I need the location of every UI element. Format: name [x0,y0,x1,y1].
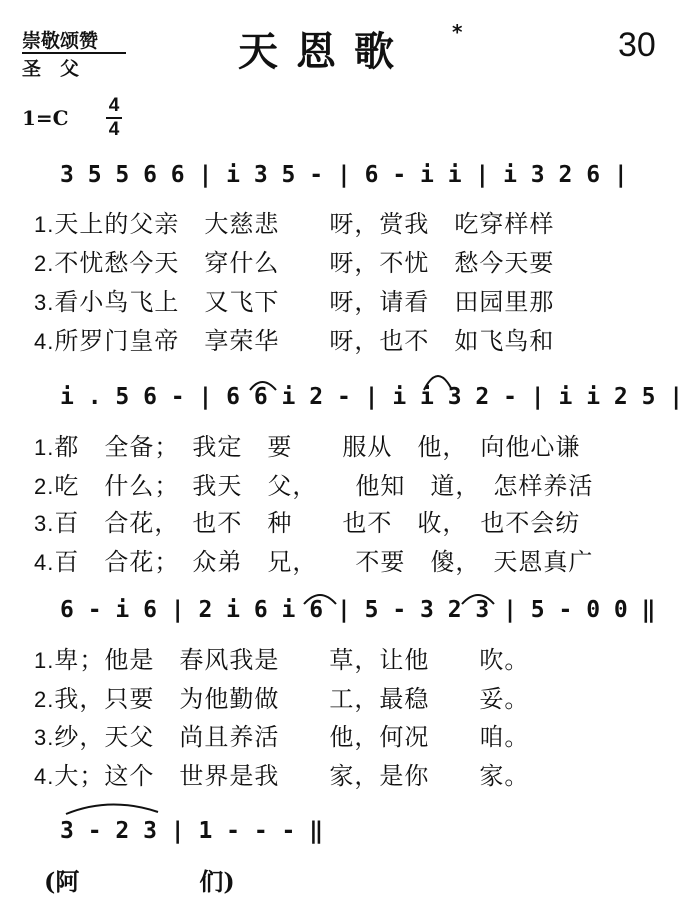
lyric-text: 卑；他是 春风我是 草，让他 吹。 [54,646,530,674]
lyric-text: 都 全备； 我定 要 服从 他， 向他心谦 [54,433,581,461]
lyric-text: 百 合花； 众弟 兄， 不要 傻， 天恩真广 [54,548,594,576]
verse-number: 4. [34,764,55,789]
verse-number: 4. [34,550,55,575]
category-label: 崇敬颂赞 [22,30,99,52]
lyric-text: 我，只要 为他勤做 工，最稳 妥。 [54,685,530,713]
verse-number: 1. [34,435,55,460]
lyric-text: 不忧愁今天 穿什么 呀，不忧 愁今天要 [54,249,555,277]
lyric-text: 天上的父亲 大慈悲 呀，赏我 吃穿样样 [54,210,555,238]
slur [66,804,158,814]
verse-number: 2. [34,687,55,712]
verse-number: 4. [34,329,55,354]
verse-number: 3. [34,725,55,750]
key-signature: 1=C [22,106,69,130]
notation-line-4: 3 - 2 3 | 1 - - - ‖ [60,818,324,844]
page-number: 30 [618,26,656,64]
lyric-text: 看小鸟飞上 又飞下 呀，请看 田园里那 [54,288,555,316]
verse-number: 1. [34,648,55,673]
lyric-text: 百 合花， 也不 种 也不 收， 也不会纺 [54,509,581,537]
time-signature-bottom: 4 [108,119,120,140]
slur [424,376,452,390]
lyric-text: 所罗门皇帝 享荣华 呀，也不 如飞鸟和 [54,327,555,355]
slur [462,595,494,604]
time-signature-top: 4 [108,95,120,116]
lyric-text: 大；这个 世界是我 家，是你 家。 [54,762,530,790]
lyric-text: 纱，天父 尚且养活 他，何况 咱。 [54,723,530,751]
title-mark: * [452,20,463,44]
verse-number: 3. [34,290,55,315]
subcategory-label: 圣 父 [22,58,80,80]
page-title: 天恩歌 [238,28,412,75]
slur [304,595,336,604]
notation-line-3: 6 - i 6 | 2 i 6 i 6 | 5 - 3 2 3 | 5 - 0 0 ‖ [60,597,656,623]
amen-lyric: (阿 们) [44,867,235,896]
verse-number: 2. [34,251,55,276]
verse-number: 3. [34,511,55,536]
notation-line-2: i . 5 6 - | 6 6 i 2 - | i i 3 2 - | i i 2 5 | [60,384,684,410]
slur [250,382,276,390]
notation-line-1: 3 5 5 6 6 | i 3 5 - | 6 - i i | i 3 2 6 | [60,162,628,188]
lyric-text: 吃 什么； 我天 父， 他知 道， 怎样养活 [54,472,594,500]
verse-number: 2. [34,474,55,499]
verse-number: 1. [34,212,55,237]
